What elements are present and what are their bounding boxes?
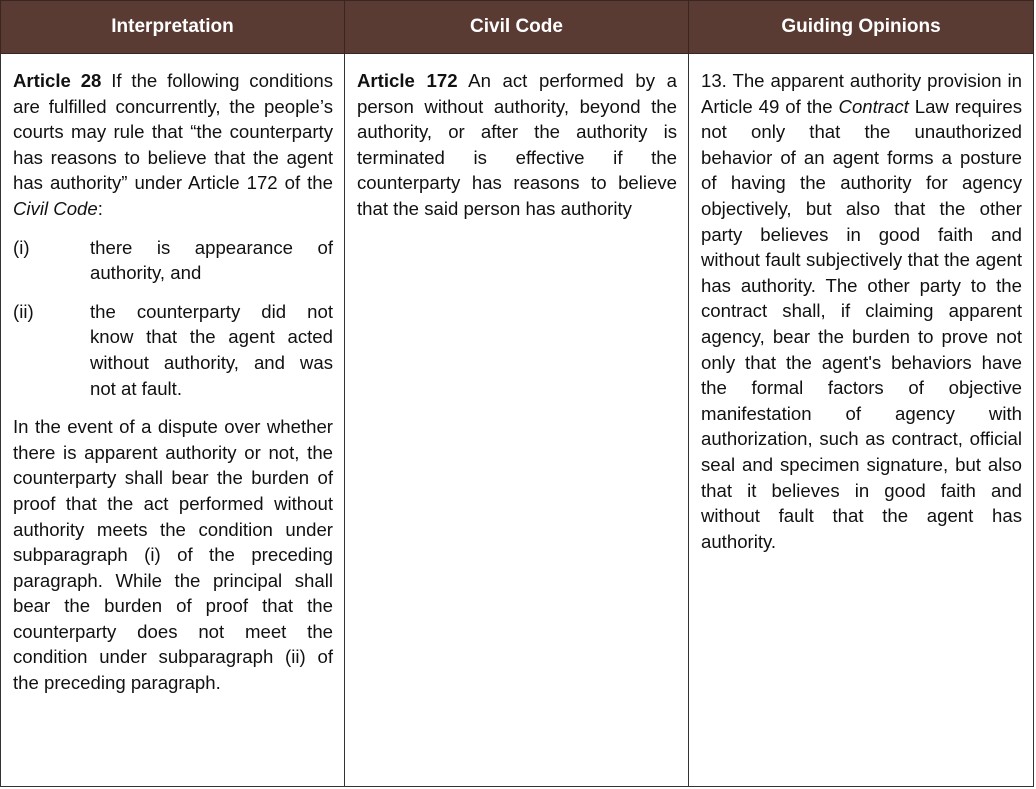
interpretation-closing-paragraph: In the event of a dispute over whether there is apparent authority or not, the counterparty shall bear the burden of proof that the act performed without authority meets the condition under subparagraph (i) of the preceding paragraph. While the principal shall bear the burden of proof that the counterparty does not meet the condition under subparagraph (ii) of the preceding paragraph. <box>13 416 333 694</box>
guiding-opinions-text-before: 13. The apparent authority provision in Article 49 of the <box>701 70 1022 117</box>
interpretation-intro-italic: Civil Code <box>13 197 98 219</box>
header-guiding-opinions: Guiding Opinions <box>689 1 1034 54</box>
guiding-opinions-text-after: Law requires not only that the unauthorized behavior of an agent forms a posture of having the authority for agency objectively, but also that the other party believes in good faith and without fault subjectively that the agent has authority. The other party to the contract shall, if claiming apparent agency, bear the burden to prove not only that the agent's behaviors have the formal factors of objective manifestation of agency with authorization, such as contract, official seal and specimen signature, but also that it believes in good faith and without fault that the agent has authority. <box>701 95 1022 552</box>
list-item-text: the counterparty did not know that the agent acted without authority, and was not at fault. <box>90 300 333 399</box>
civil-code-paragraph <box>357 68 677 222</box>
guiding-opinions-italic: Contract <box>838 95 909 117</box>
list-item-number: (ii) <box>13 300 34 322</box>
guiding-opinions-cell <box>689 54 1034 787</box>
header-civil-code: Civil Code <box>345 1 689 54</box>
table-header <box>1 1 1034 54</box>
list-item <box>13 235 333 286</box>
interpretation-intro <box>13 68 333 222</box>
header-row <box>1 1 1034 54</box>
list-item-number: (i) <box>13 236 30 258</box>
civil-code-cell <box>345 54 689 787</box>
header-interpretation: Interpretation <box>1 1 345 54</box>
interpretation-intro-text: If the following conditions are fulfilled concurrently, the people’s courts may rule that “the counterparty has reasons to believe that the agent has authority” under Article 172 of the <box>13 70 333 194</box>
table-body <box>1 54 1034 787</box>
table-row <box>1 54 1034 787</box>
civil-code-text: An act performed by a person without authority, beyond the authority, or after the authority is terminated is effective if the counterparty has reasons to believe that the said person has authority <box>357 70 678 219</box>
interpretation-article-label: Article 28 <box>13 70 102 91</box>
civil-code-article-label: Article 172 <box>357 70 458 91</box>
list-item-text: there is appearance of authority, and <box>90 236 333 284</box>
interpretation-intro-end: : <box>97 197 103 219</box>
guiding-opinions-paragraph <box>701 68 1022 554</box>
interpretation-cell <box>1 54 345 787</box>
list-item <box>13 299 333 401</box>
